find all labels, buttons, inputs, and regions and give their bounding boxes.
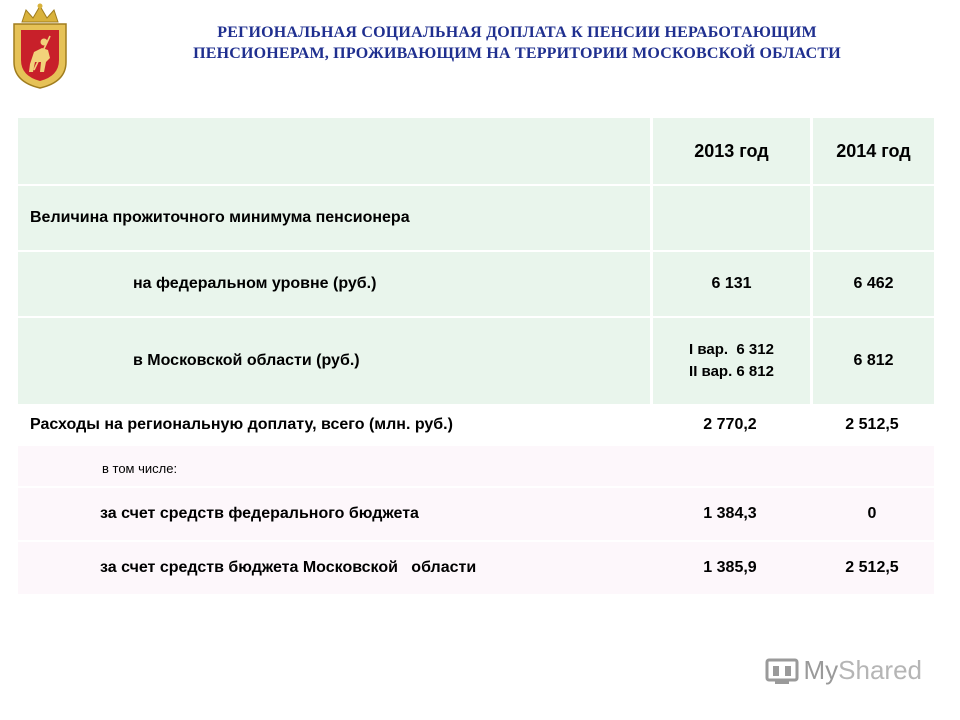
table-row-expenses-total (18, 406, 934, 446)
table-row-including (18, 446, 934, 488)
value-2013: 2 770,2 (703, 416, 757, 433)
variant-1-value: I вар. 6 312 (689, 341, 774, 358)
variant-2-value: II вар. 6 812 (689, 363, 774, 380)
row-label: на федеральном уровне (руб.) (133, 275, 377, 292)
table-row-regional-budget (18, 542, 934, 596)
brand-part-1: My (803, 655, 839, 685)
myshared-watermark (765, 655, 922, 686)
row-label: за счет средств бюджета Московской области (100, 559, 477, 576)
pension-table (18, 118, 934, 596)
coat-of-arms-icon (4, 2, 76, 90)
value-2013: 1 384,3 (703, 505, 757, 522)
title-line-1: РЕГИОНАЛЬНАЯ СОЦИАЛЬНАЯ ДОПЛАТА К ПЕНСИИ НЕРАБОТАЮЩИМ (217, 24, 817, 41)
value-2014: 2 512,5 (845, 416, 899, 433)
table-row-federal-level (18, 252, 934, 318)
empty-cell (810, 446, 934, 486)
header-empty-cell (18, 118, 650, 184)
row-label: в Московской области (руб.) (133, 352, 360, 369)
header-2014: 2014 год (810, 118, 934, 184)
table-row-federal-budget (18, 488, 934, 542)
table-row-moscow-region (18, 318, 934, 406)
value-2013: 6 131 (650, 252, 810, 316)
value-2013 (650, 186, 810, 250)
header-2013: 2013 год (650, 118, 810, 184)
row-label: за счет средств федерального бюджета (100, 505, 419, 522)
value-2014: 0 (867, 505, 877, 522)
value-2014 (810, 186, 934, 250)
page-title (82, 22, 952, 64)
table-header-row (18, 118, 934, 186)
table-row-living-minimum (18, 186, 934, 252)
mortarboard-icon (765, 656, 799, 686)
row-label: в том числе: (102, 460, 178, 476)
title-line-2: ПЕНСИОНЕРАМ, ПРОЖИВАЮЩИМ НА ТЕРРИТОРИИ МОСКОВСКОЙ ОБЛАСТИ (193, 45, 841, 62)
row-label: Величина прожиточного минимума пенсионера (30, 209, 410, 226)
value-2014: 2 512,5 (845, 559, 899, 576)
brand-part-2: Shared (838, 655, 922, 685)
value-2013: 1 385,9 (703, 559, 757, 576)
value-2013 (650, 318, 810, 404)
value-2014: 6 462 (810, 252, 934, 316)
empty-cell (650, 446, 810, 486)
value-2014: 6 812 (810, 318, 934, 404)
row-label: Расходы на региональную доплату, всего (млн. руб.) (30, 416, 453, 433)
